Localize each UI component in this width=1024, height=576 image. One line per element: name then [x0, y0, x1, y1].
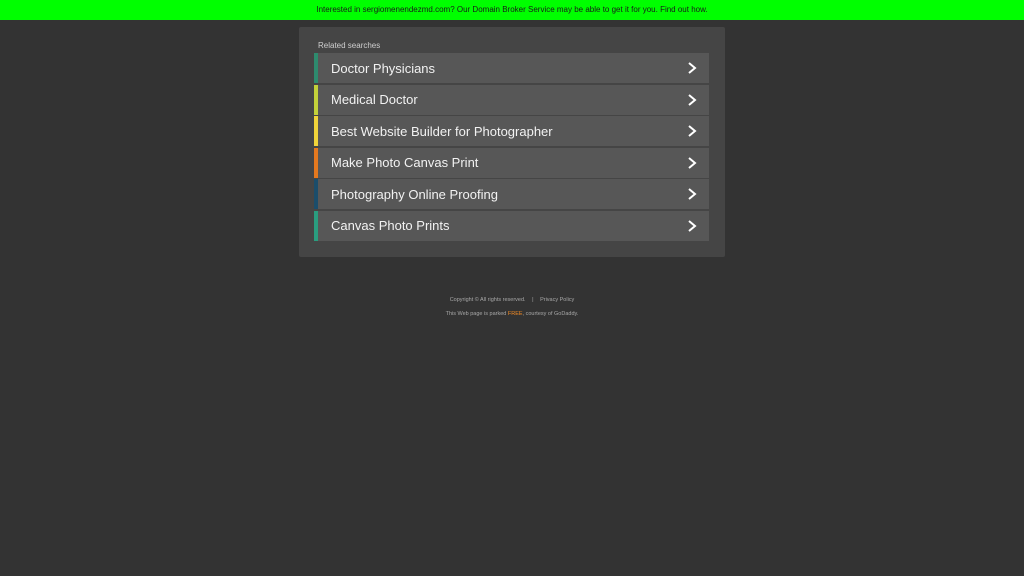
- chevron-right-icon: [685, 156, 699, 170]
- item-label: Doctor Physicians: [331, 60, 436, 76]
- chevron-right-icon: [685, 219, 699, 233]
- search-item-canvas-photo-prints[interactable]: [314, 211, 709, 241]
- search-item-doctor-physicians[interactable]: [314, 53, 709, 83]
- item-accent-bar: [314, 179, 318, 209]
- parked-suffix-text: , courtesy of GoDaddy.: [522, 311, 579, 317]
- search-item-website-builder[interactable]: [314, 116, 709, 146]
- search-item-photography-proofing[interactable]: [314, 179, 709, 209]
- banner-text[interactable]: Interested in sergiomenendezmd.com? Our Domain Broker Service may be able to get it for you. Find out how.: [316, 5, 708, 14]
- item-label: Best Website Builder for Photographer: [331, 123, 553, 139]
- footer-copyright-line: [0, 297, 1024, 303]
- search-item-medical-doctor[interactable]: [314, 85, 709, 115]
- domain-broker-banner[interactable]: [0, 0, 1024, 20]
- item-label: Photography Online Proofing: [331, 186, 498, 202]
- item-accent-bar: [314, 148, 318, 178]
- free-link[interactable]: FREE: [507, 311, 523, 317]
- item-accent-bar: [314, 85, 318, 115]
- item-accent-bar: [314, 211, 318, 241]
- item-accent-bar: [314, 53, 318, 83]
- chevron-right-icon: [685, 61, 699, 75]
- copyright-text: Copyright © All rights reserved.: [449, 297, 526, 303]
- item-label: Medical Doctor: [331, 92, 418, 107]
- parked-prefix-text: This Web page is parked: [445, 311, 507, 317]
- item-label: Canvas Photo Prints: [331, 218, 450, 233]
- footer-parked-line: [0, 311, 1024, 317]
- privacy-policy-link[interactable]: Privacy Policy: [540, 297, 575, 303]
- item-label: Make Photo Canvas Print: [331, 155, 479, 170]
- item-accent-bar: [314, 116, 318, 146]
- related-searches-list: [314, 53, 709, 242]
- chevron-right-icon: [685, 187, 699, 201]
- search-item-photo-canvas-print[interactable]: [314, 148, 709, 178]
- chevron-right-icon: [685, 124, 699, 138]
- panel-title: Related searches: [318, 41, 381, 50]
- related-searches-panel: [299, 27, 725, 257]
- chevron-right-icon: [685, 93, 699, 107]
- footer-separator: |: [532, 297, 534, 303]
